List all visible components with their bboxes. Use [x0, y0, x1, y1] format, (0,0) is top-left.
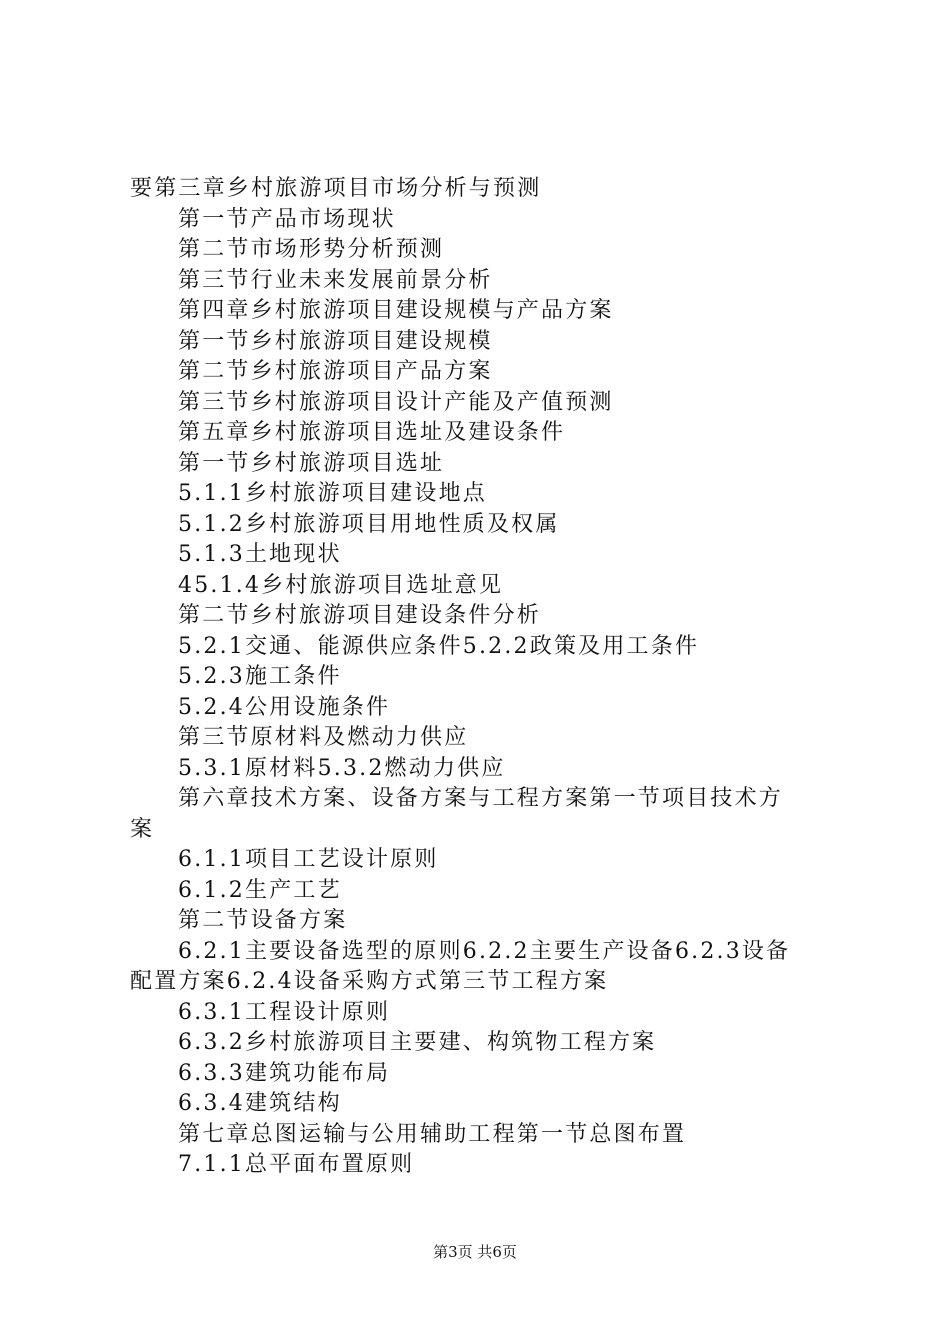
toc-line: 第二节市场形势分析预测 [178, 237, 445, 262]
toc-line: 要第三章乡村旅游项目市场分析与预测 [130, 176, 542, 201]
toc-line: 5.3.1原材料5.3.2燃动力供应 [178, 755, 506, 781]
toc-line: 5.1.1乡村旅游项目建设地点 [178, 481, 487, 506]
toc-line: 第一节产品市场现状 [178, 206, 396, 232]
toc-line: 配置方案6.2.4设备采购方式第三节工程方案 [130, 969, 609, 994]
toc-line: 5.1.2乡村旅游项目用地性质及权属 [178, 511, 560, 537]
toc-line: 第七章总图运输与公用辅助工程第一节总图布置 [178, 1121, 687, 1147]
toc-line: 第二节乡村旅游项目建设条件分析 [178, 603, 542, 628]
toc-line: 6.2.1主要设备选型的原则6.2.2主要生产设备6.2.3设备 [178, 938, 791, 964]
toc-line: 5.2.3施工条件 [178, 664, 342, 689]
toc-line: 第三节行业未来发展前景分析 [178, 267, 493, 293]
toc-line: 第三节原材料及燃动力供应 [178, 725, 469, 750]
toc-line: 案 [130, 816, 155, 842]
toc-line: 第二节乡村旅游项目产品方案 [178, 359, 493, 384]
toc-line: 6.3.4建筑结构 [178, 1091, 342, 1116]
toc-line: 第四章乡村旅游项目建设规模与产品方案 [178, 298, 614, 323]
toc-line: 6.1.2生产工艺 [178, 877, 342, 903]
toc-lines [130, 174, 840, 1181]
toc-line: 第二节设备方案 [178, 908, 348, 933]
toc-line: 6.3.2乡村旅游项目主要建、构筑物工程方案 [178, 1030, 657, 1055]
toc-line: 第一节乡村旅游项目建设规模 [178, 328, 493, 354]
toc-line: 45.1.4乡村旅游项目选址意见 [178, 572, 504, 598]
toc-line: 6.3.1工程设计原则 [178, 999, 391, 1025]
toc-line: 6.3.3建筑功能布局 [178, 1060, 391, 1086]
toc-line: 5.2.1交通、能源供应条件5.2.2政策及用工条件 [178, 633, 700, 659]
toc-line: 6.1.1项目工艺设计原则 [178, 847, 439, 872]
page-footer: 第3页 共6页 [433, 1243, 517, 1261]
toc-line: 7.1.1总平面布置原则 [178, 1152, 415, 1177]
toc-line: 5.1.3土地现状 [178, 542, 342, 567]
toc-line: 第六章技术方案、设备方案与工程方案第一节项目技术方 [178, 786, 784, 811]
toc-line: 第一节乡村旅游项目选址 [178, 450, 445, 476]
toc-line: 第三节乡村旅游项目设计产能及产值预测 [178, 389, 614, 415]
toc-line: 第五章乡村旅游项目选址及建设条件 [178, 420, 566, 445]
toc-line: 5.2.4公用设施条件 [178, 694, 391, 720]
